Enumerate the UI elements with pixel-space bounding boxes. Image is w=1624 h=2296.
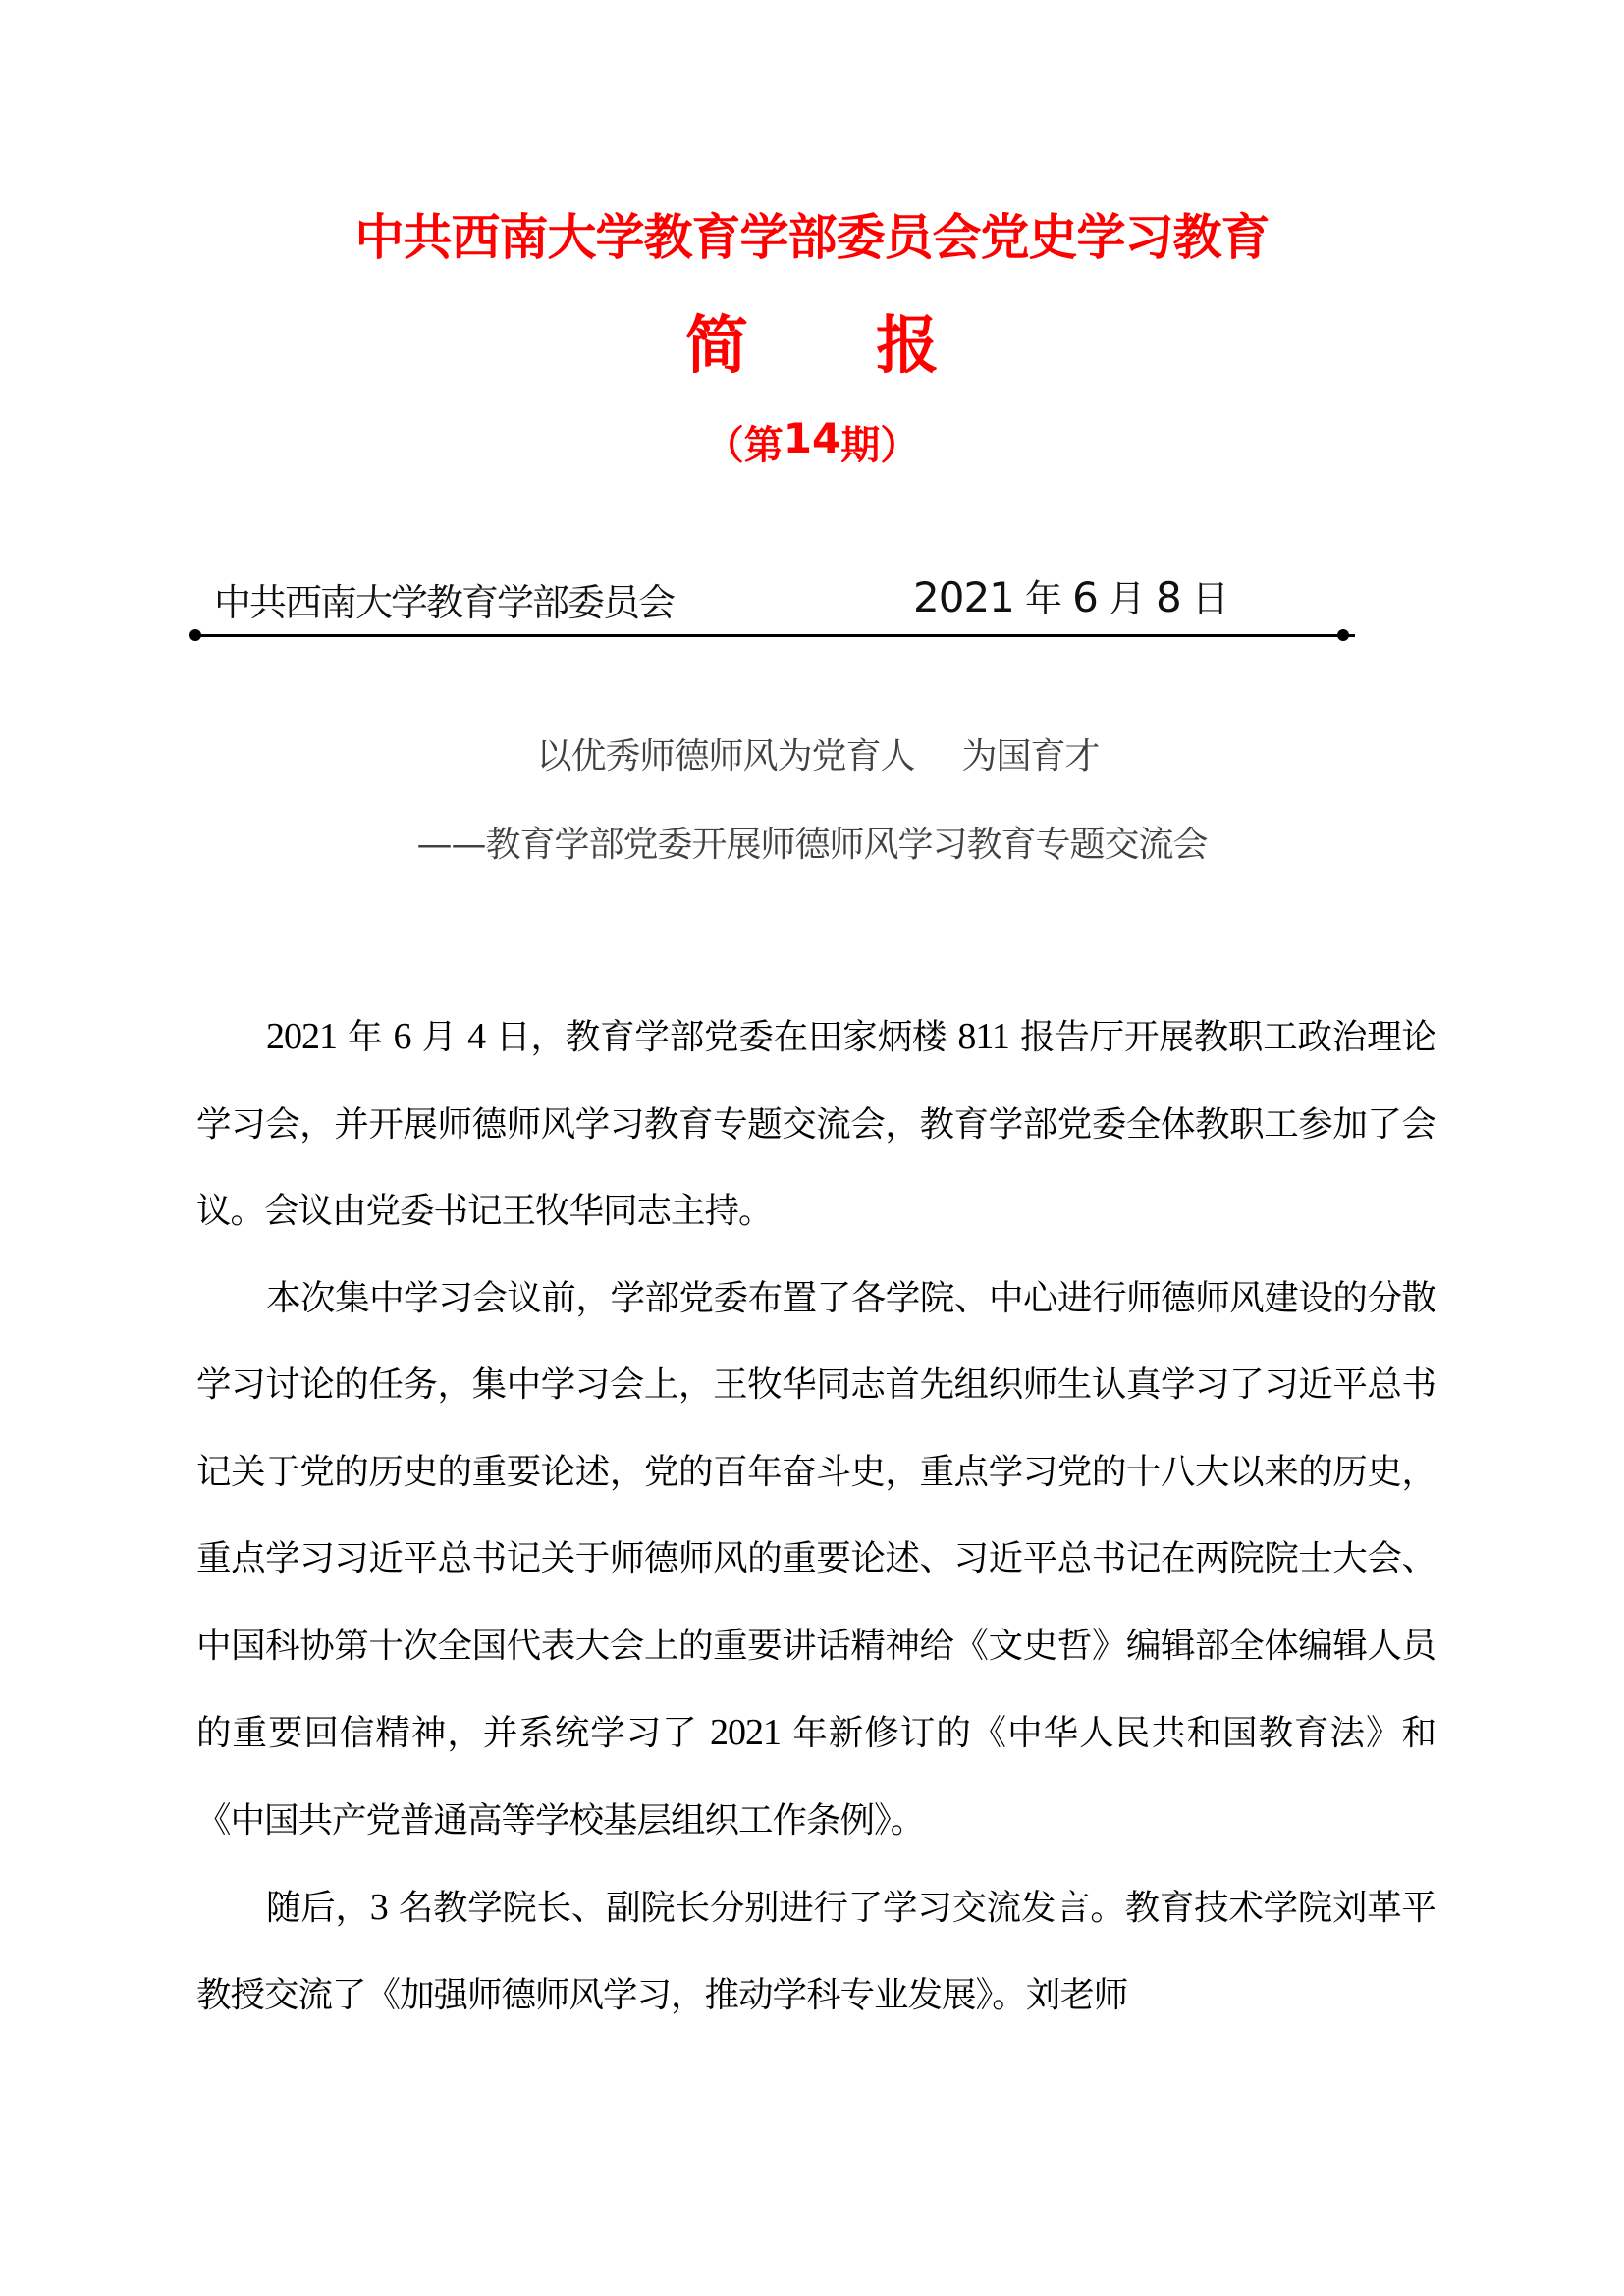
headline-part-1: 以优秀师德师风为党育人 xyxy=(536,736,915,776)
text-segment: 月 xyxy=(421,1017,457,1057)
headline-part-2: 为国育才 xyxy=(961,736,1100,776)
masthead-brief-title xyxy=(0,309,1624,384)
brief-char-1: 简 xyxy=(685,310,748,383)
date-day: 8 xyxy=(1156,573,1181,621)
text-segment: 名教学院长、副院长分别进行了学习交流发言。教育技术学院刘革平教授交流了《加强师德师风学习，推动学科专业发展》。刘老师 xyxy=(196,1888,1435,2015)
date-month: 6 xyxy=(1072,573,1098,621)
text-segment: 随后， xyxy=(266,1888,370,1928)
text-room: 811 xyxy=(957,1016,1009,1057)
paragraph-1 xyxy=(196,993,1435,1255)
date-year-suffix: 年 xyxy=(1024,577,1061,620)
header-divider-line xyxy=(196,634,1355,637)
date-day-suffix: 日 xyxy=(1191,577,1228,620)
issue-number-value: 14 xyxy=(783,414,841,462)
issue-date xyxy=(913,574,1228,622)
text-segment: 本次集中学习会议前，学部党委布置了各学院、中心进行师德师风建设的分散学习讨论的任务，集中学习会上，王牧华同志首先组织师生认真学习了习近平总书记关于党的历史的重要论述，党的百年奋斗史，重点学习党的十八大以来的历史，重点学习习近平总书记关于师德师风的重要论述、习近平总书记在两院院士大会、中国科协第十次全国代表大会上的重要讲话精神给《文史哲》编辑部全体编辑人员的重要回信精神，并系统学习了 xyxy=(196,1277,1435,1753)
brief-char-2: 报 xyxy=(876,310,939,383)
paragraph-2 xyxy=(196,1255,1435,1865)
text-month: 6 xyxy=(393,1016,411,1057)
date-year: 2021 xyxy=(913,573,1014,621)
date-month-suffix: 月 xyxy=(1108,577,1145,620)
article-headline xyxy=(0,734,1624,779)
masthead-title: 中共西南大学教育学部委员会党史学习教育 xyxy=(354,209,1270,266)
article-body xyxy=(196,993,1435,2039)
text-segment: 报告厅开展教职工政治理论学习会，并开展师德师风学习教育专题交流会，教育学部党委全体教职工参加了会议。会议由党委书记王牧华同志主持。 xyxy=(196,1017,1435,1231)
text-segment: 年新修订的《中华人民共和国教育法》和《中国共产党普通高等学校基层组织工作条例》。 xyxy=(196,1713,1435,1841)
issue-number xyxy=(0,414,1624,470)
issue-close: 期） xyxy=(840,423,920,468)
article-subheadline: ——教育学部党委开展师德师风学习教育专题交流会 xyxy=(416,825,1208,865)
divider-dot-right xyxy=(1337,629,1349,641)
paragraph-3 xyxy=(196,1864,1435,2039)
text-count: 3 xyxy=(369,1887,388,1928)
text-day: 4 xyxy=(467,1016,486,1057)
text-year: 2021 xyxy=(710,1712,782,1753)
text-segment: 年 xyxy=(348,1017,383,1057)
issue-open: （第 xyxy=(704,423,784,468)
text-year: 2021 xyxy=(266,1016,337,1057)
divider-dot-left xyxy=(189,629,201,641)
text-segment: 日，教育学部党委在田家炳楼 xyxy=(496,1017,947,1057)
issuing-organization: 中共西南大学教育学部委员会 xyxy=(214,581,675,624)
